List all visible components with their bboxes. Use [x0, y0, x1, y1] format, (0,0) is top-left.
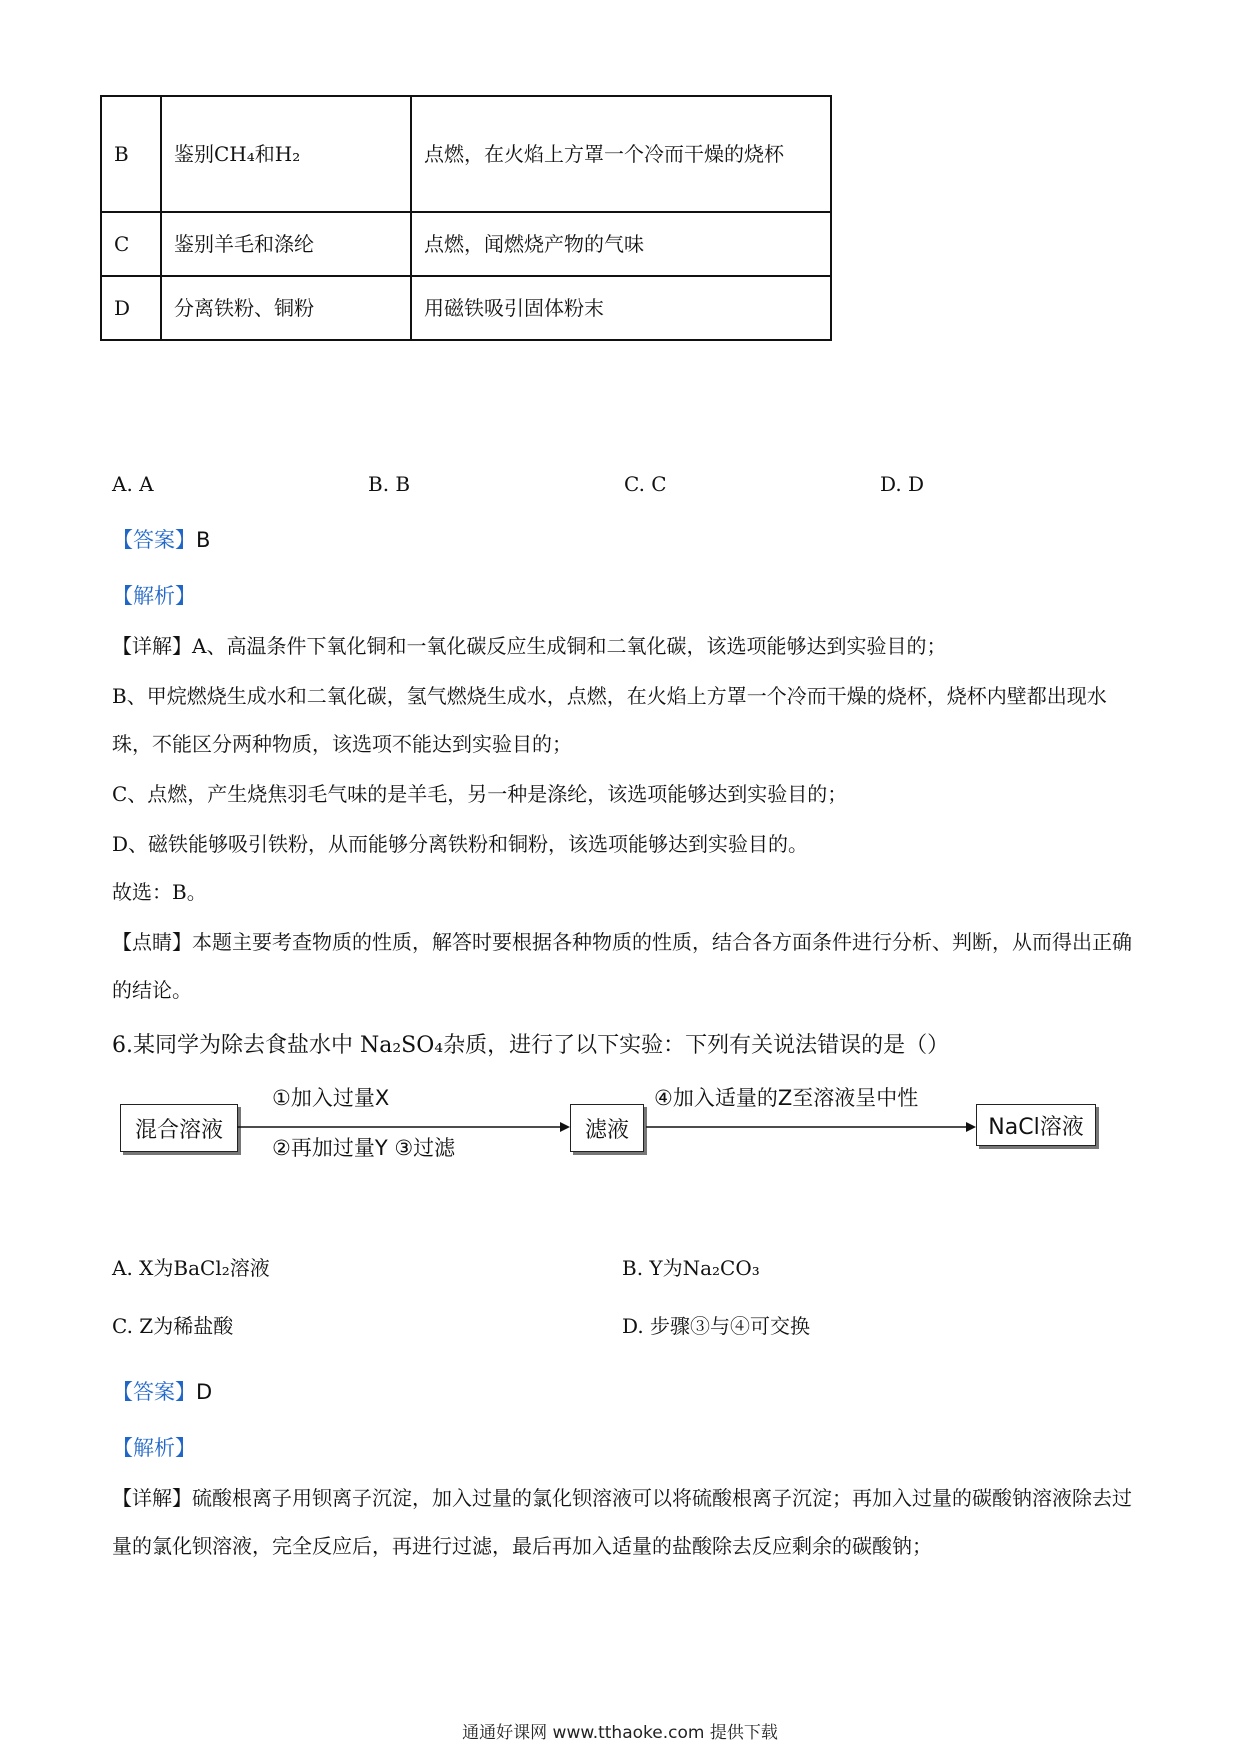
purpose-cell: 分离铁粉、铜粉 — [161, 276, 411, 340]
arrowhead-1 — [560, 1122, 570, 1132]
purpose-cell: 鉴别羊毛和涤纶 — [161, 212, 411, 276]
q6-analysis-heading — [112, 1424, 1132, 1472]
q6-answer-line — [112, 1368, 1132, 1416]
box-nacl-solution: NaCl溶液 — [976, 1104, 1096, 1146]
q6-detail: 【详解】硫酸根离子用钡离子沉淀，加入过量的氯化钡溶液可以将硫酸根离子沉淀；再加入过量的碳酸钠溶液除去过量的氯化钡溶液，完全反应后，再进行过滤，最后再加入适量的盐酸除去反应剩余的碳酸钠； — [112, 1486, 1132, 1558]
conclusion: 故选：B。 — [112, 880, 207, 904]
comment: 【点睛】本题主要考查物质的性质，解答时要根据各种物质的性质，结合各方面条件进行分析、判断，从而得出正确的结论。 — [112, 930, 1132, 1002]
detail-b: B、甲烷燃烧生成水和二氧化碳，氢气燃烧生成水，点燃，在火焰上方罩一个冷而干燥的烧杯，烧杯内壁都出现水珠，不能区分两种物质，该选项不能达到实验目的； — [112, 684, 1107, 756]
q6-choice-c: C. Z为稀盐酸 — [112, 1314, 234, 1338]
option-cell: D — [101, 276, 161, 340]
q6-answer-value: D — [196, 1380, 213, 1404]
answer-label: 【答案】 — [112, 528, 196, 552]
detail-a: 【详解】A、高温条件下氧化铜和一氧化碳反应生成铜和二氧化碳，该选项能够达到实验目的； — [112, 634, 947, 658]
box-filtrate: 滤液 — [570, 1104, 644, 1152]
method-cell: 点燃，闻燃烧产物的气味 — [411, 212, 831, 276]
arrowhead-2 — [966, 1122, 976, 1132]
q6-analysis-label: 【解析】 — [112, 1436, 196, 1460]
analysis-label: 【解析】 — [112, 584, 196, 608]
arrow1-top-label: ①加入过量X — [272, 1086, 390, 1110]
detail-c: C、点燃，产生烧焦羽毛气味的是羊毛，另一种是涤纶，该选项能够达到实验目的； — [112, 782, 848, 806]
arrow2-top-label: ④加入适量的Z至溶液呈中性 — [654, 1086, 919, 1110]
method-cell: 点燃，在火焰上方罩一个冷而干燥的烧杯 — [411, 96, 831, 212]
detail-d: D、磁铁能够吸引铁粉，从而能够分离铁粉和铜粉，该选项能够达到实验目的。 — [112, 832, 809, 856]
choice-a: A. A — [112, 472, 154, 496]
arrow1-bottom-label: ②再加过量Y ③过滤 — [272, 1136, 456, 1160]
box-mixed-solution: 混合溶液 — [120, 1104, 238, 1152]
purpose-cell: 鉴别CH₄和H₂ — [161, 96, 411, 212]
q6-choice-b: B. Y为Na₂CO₃ — [622, 1256, 760, 1280]
method-cell: 用磁铁吸引固体粉末 — [411, 276, 831, 340]
question-6-stem: 6.某同学为除去食盐水中 Na₂SO₄杂质，进行了以下实验：下列有关说法错误的是（） — [112, 1033, 950, 1058]
answer-value: B — [196, 528, 211, 552]
choice-d: D. D — [880, 472, 925, 496]
option-cell: B — [101, 96, 161, 212]
q6-answer-label: 【答案】 — [112, 1380, 196, 1404]
choice-b: B. B — [368, 472, 411, 496]
q6-choice-a: A. X为BaCl₂溶液 — [112, 1256, 270, 1280]
q6-choice-d: D. 步骤③与④可交换 — [622, 1314, 811, 1338]
choice-c: C. C — [624, 472, 667, 496]
option-cell: C — [101, 212, 161, 276]
footer: 通通好课网 www.tthaoke.com 提供下载 — [462, 1723, 778, 1743]
